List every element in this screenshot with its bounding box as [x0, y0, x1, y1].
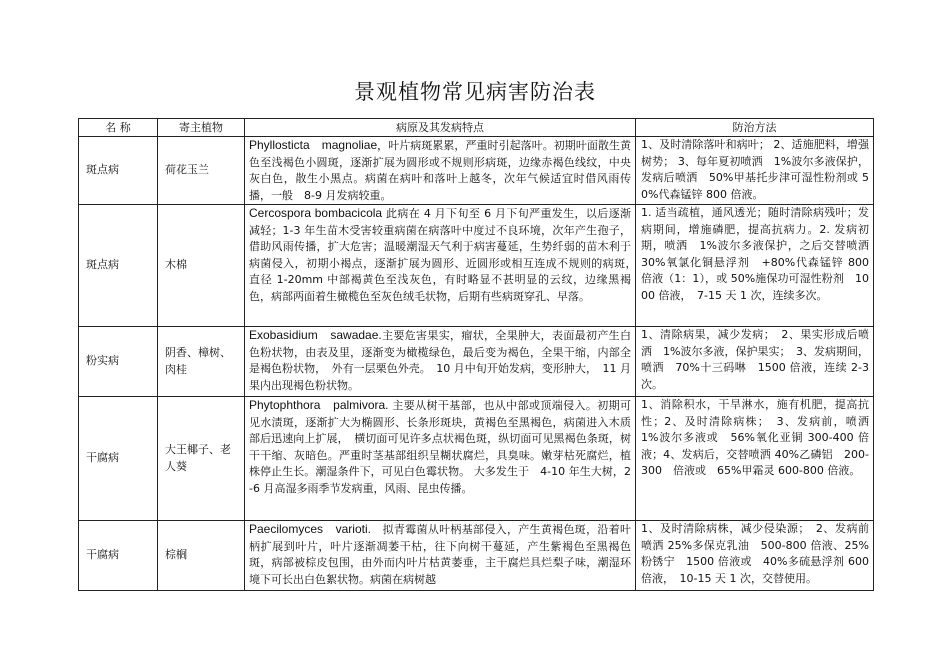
pathogen-description: 主要从树干基部，也从中部或顶端侵入。初期可见水渍斑，逐渐扩大为椭圆形、长条形斑块，黄褐色至黑褐色，病菌进入木质部后迅速向上扩展， 横切面可见许多点状褐色斑，纵切面可见黑褐色条斑，树干干缩、灰暗色。严重时茎基部组织呈糊状腐烂，具臭味。嫩芽枯死腐烂，植株停止生长。潮湿条件下，可见白色霉状物。 大多发生于 4-10 年生大树，2-6 月高湿多雨季节发病重，风雨、昆虫传播。	[249, 399, 631, 495]
host-plant-cell: 木棉	[158, 205, 245, 327]
pathogen-description: 此病在 4 月下旬至 6 月下旬严重发生，以后逐渐减轻；1-3 年生苗木受害较重病菌在病落叶中度过不良环境，次年产生孢子，借助风雨传播，扩大危害；温暖潮湿天气利于病害蔓延，生势纤弱的苗木利于病菌侵入，初期小褐点，逐渐扩展为圆形、近圆形或相互连成不规则的病斑， 直径 1-20mm 中部褐黄色至浅灰色，有时略显不甚明显的云纹，边缘黑褐色，病部两面着生橄榄色至灰色绒毛状物，后期有些病斑穿孔、早落。	[249, 207, 642, 303]
header-control-method: 防治方法	[636, 119, 874, 137]
host-plant-cell: 棕榈	[158, 521, 245, 591]
control-method-cell: 1、及时清除病株，减少侵染源； 2、发病前喷洒 25%多保克乳油 500-800 倍液、25%粉锈宁 1500 倍液或 40%多硫悬浮剂 600 倍液， 10-15 天 1 次，交替使用。	[636, 521, 874, 591]
control-method-cell: 1、及时清除落叶和病叶； 2、适施肥料，增强树势； 3、每年夏初喷洒 1%波尔多液保护，发病后喷洒 50%甲基托步津可湿性粉剂或 50%代森锰锌 800 倍液。	[636, 137, 874, 205]
table-row	[79, 397, 874, 521]
pathogen-cell	[245, 397, 636, 521]
host-plant-cell: 阴香、樟树、肉桂	[158, 327, 245, 397]
host-plant-cell: 大王椰子、老人葵	[158, 397, 245, 521]
table-row	[79, 327, 874, 397]
header-disease-name: 名 称	[79, 119, 158, 137]
pathogen-latin-name: Cercospora bombacicola	[249, 206, 383, 220]
pathogen-latin-name: Phytophthora palmivora.	[249, 398, 389, 412]
control-method-cell: 1、消除积水，干旱淋水，施有机肥，提高抗性；2、及时清除病株； 3、发病前，喷洒 1%波尔多液或 56%氧化亚铜 300-400 倍液；4、发病后，交替喷洒 40%乙磷铝 200-300 倍液或 65%甲霜灵 600-800 倍液。	[636, 397, 874, 521]
pathogen-latin-name: Exobasidium sawadae.	[249, 328, 382, 342]
pathogen-cell	[245, 327, 636, 397]
pathogen-cell	[245, 521, 636, 591]
pathogen-latin-name: Paecilomyces varioti.	[249, 522, 371, 536]
control-method-cell: 1、清除病果，减少发病； 2、果实形成后喷洒 1%波尔多液，保护果实； 3、发病期间，喷洒 70%十三码啉 1500 倍液，连续 2-3 次。	[636, 327, 874, 397]
pathogen-description: 拟青霉菌从叶柄基部侵入，产生黄褐色斑，沿着叶柄扩展到叶片，叶片逐渐凋萎干枯，往下向树干蔓延，产生紫褐色至黑褐色斑，病部被棕皮包围，由外而内叶片枯黄萎垂，主干腐烂具烂梨子味，潮湿环境下可长出白色絮状物。病菌在病树越	[249, 523, 631, 586]
control-method-cell: 1. 适当疏植，通风透光；随时清除病残叶；发病期间，增施磷肥，提高抗病力。2. 发病初期，喷洒 1%波尔多液保护，之后交替喷洒 30%氧氯化铜悬浮剂 +80%代森锰锌 800 倍液（1：1），或 50%施保功可湿性粉剂 1000 倍液， 7-15 天 1 次，连续多次。	[636, 205, 874, 327]
disease-name-cell: 斑点病	[79, 137, 158, 205]
table-row	[79, 521, 874, 591]
header-host-plant: 寄主植物	[158, 119, 245, 137]
pathogen-latin-name: Phyllosticta magnoliae	[249, 138, 378, 152]
header-pathogen-characteristics: 病原及其发病特点	[245, 119, 636, 137]
disease-control-table	[78, 118, 880, 591]
disease-name-cell: 粉实病	[79, 327, 158, 397]
host-plant-cell: 荷花玉兰	[158, 137, 245, 205]
page-title: 景观植物常见病害防治表	[354, 80, 596, 104]
disease-name-cell: 斑点病	[79, 205, 158, 327]
pathogen-cell	[245, 137, 636, 205]
disease-name-cell: 干腐病	[79, 521, 158, 591]
table-row	[79, 137, 874, 205]
table-row	[79, 205, 874, 327]
pathogen-cell	[245, 205, 642, 327]
pathogen-description: 主要危害果实，瘤状，全果肿大，表面最初产生白色粉状物，由表及里，逐渐变为橄榄绿色，最后变为褐色，全果干缩，内部全是褐色粉状物， 外有一层栗色外壳。 10 月中旬开始发病，变形肿大， 11 月果内出现褐色粉状物。	[249, 329, 631, 392]
disease-name-cell: 干腐病	[79, 397, 158, 521]
table-header-row	[79, 119, 874, 137]
pathogen-description: ，叶片病斑累累，严重时引起落叶。初期叶面散生黄色至浅褐色小圆斑，逐渐扩展为圆形或不规则形病斑，边缘赤褐色线纹，中央灰白色，散生小黑点。病菌在病叶和落叶上越冬，次年气候适宜时借风雨传播，一般 8-9 月发病较重。	[249, 139, 631, 202]
